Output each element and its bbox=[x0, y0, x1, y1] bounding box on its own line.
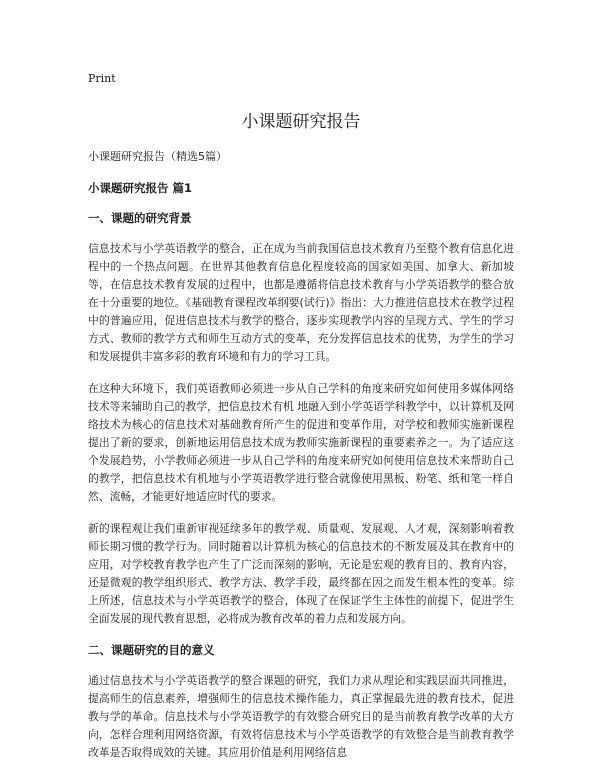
paragraph: 新的课程观让我们重新审视延续多年的教学观、质量观、发展观、人才观，深刻影响着教师长期习惯的教学行为。同时随着以计算机为核心的信息技术的不断发展及其在教育中的应用，对学校教育教学也产生了广泛而深刻的影响，无论是宏观的教育目的、教育内容，还是微观的教学组织形式、教学方法、教学手段，最终都在因之而发生根本性的变革。综上所述，信息技术与小学英语教学的整合，体现了在保证学生主体性的前提下，促进学生全面发展的现代教育思想，必将成为教育改革的着力点和发展方向。 bbox=[88, 522, 514, 625]
heading-research-background: 一、课题的研究背景 bbox=[88, 211, 192, 225]
section-title: 小课题研究报告 篇1 bbox=[88, 181, 193, 195]
heading-research-purpose: 二、课题研究的目的意义 bbox=[88, 643, 215, 657]
paragraph: 通过信息技术与小学英语教学的整合课题的研究，我们力求从理论和实践层面共同推进，提高师生的信息素养，增强师生的信息技术操作能力，真正掌握最先进的教育技术，促进教与学的革命。信息技术与小学英语教学的有效整合研究目的是当前教育教学改革的大方向，怎样合理利用网络资源，有效将信息技术与小学英语教学的有效整合是当前教育教学改革是否取得成效的关键。其应用价值是利用网络信息 bbox=[88, 674, 514, 759]
page-title: 小课题研究报告 bbox=[241, 112, 361, 132]
paragraph: 在这种大环境下，我们英语教师必须进一步从自己学科的角度来研究如何使用多媒体网络技术等来辅助自己的教学，把信息技术有机 地融入到小学英语学科教学中，以计算机及网络技术为核心的信息技术对基础教育所产生的促进和变革作用，对学校和教师实施新课程提出了新的要求，创新地运用信息技术成为教师实施新课程的重要素养之一。为了适应这个发展趋势，小学教师必须进一步从自己学科的角度来研究如何使用信息技术来帮助自己的教学，把信息技术有机地与小学英语教学进行整合就像使用黑板、粉笔、纸和笔一样自然、流畅，才能更好地适应时代的要求。 bbox=[88, 382, 514, 503]
paragraph: 信息技术与小学英语教学的整合，正在成为当前我国信息技术教育乃至整个教育信息化进程中的一个热点问题。在世界其他教育信息化程度较高的国家如美国、加拿大、新加坡等，在信息技术教育发展的过程中，也都是遵循将信息技术教育与小学英语教学的整合放在十分重要的地位。《基础教育课程改革纲要(试行)》指出：大力推进信息技术在教学过程中的普遍应用，促进信息技术与教学的整合，逐步实现教学内容的呈现方式、学生的学习方式、教师的教学方式和师生互动方式的变革，充分发挥信息技术的优势，为学生的学习和发展提供丰富多彩的教育环境和有力的学习工具。 bbox=[88, 242, 514, 363]
document-subtitle: 小课题研究报告（精选5篇） bbox=[88, 150, 227, 163]
print-label[interactable]: Print bbox=[88, 72, 116, 85]
